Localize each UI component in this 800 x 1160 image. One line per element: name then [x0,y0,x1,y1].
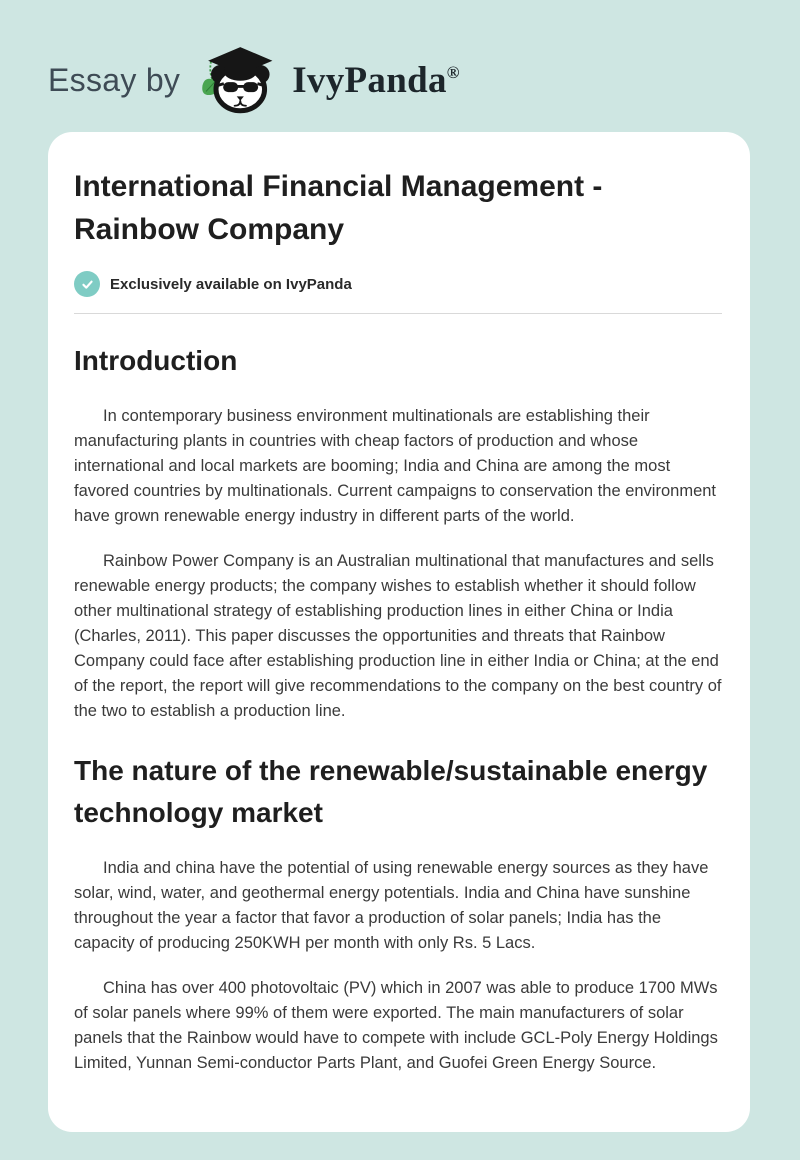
brand-name [292,59,460,102]
essay-by-label: Essay by [48,61,181,98]
check-icon [74,271,100,297]
availability-badge [74,271,722,297]
section-market-nature [74,750,722,1076]
section-heading-market-nature: The nature of the renewable/sustainable energy technology market [74,755,708,828]
registered-mark: ® [446,62,460,82]
section-introduction [74,340,722,724]
paragraph: In contemporary business environment multinationals are establishing their manufacturing plants in countries with cheap factors of production and whose international and local markets are booming; India and China are among the most favored countries by multinationals. Current campaigns to conservation the environment have grown renewable energy industry in different parts of the world. [74,407,717,525]
divider [74,313,722,314]
paragraph: China has over 400 photovoltaic (PV) which in 2007 was able to produce 1700 MWs of solar panels where 99% of them were exported. The main manufacturers of solar panels that the Rainbow would have to compete with include GCL-Poly Energy Holdings Limited, Yunnan Semi-conductor Parts Plant, and Guofei Green Energy Source. [74,979,718,1072]
paragraph: Rainbow Power Company is an Australian multinational that manufactures and sells renewable energy products; the company wishes to establish whether it should follow other multinational strategy of establishing production lines in either China or India (Charles, 2011). This paper discusses the opportunities and threats that Rainbow Company could face after establishing production line in either India or China; at the end of the report, the report will give recommendations to the company on the best country of the two to establish a production line. [74,552,722,720]
brand-text: IvyPanda [292,59,447,101]
section-heading-introduction: Introduction [74,345,238,376]
essay-card [48,132,750,1132]
ivypanda-panda-logo-icon [196,44,276,116]
availability-label: Exclusively available on IvyPanda [110,275,352,293]
essay-title: International Financial Management - Rainbow Company [74,170,603,246]
paragraph: India and china have the potential of using renewable energy sources as they have solar, wind, water, and geothermal energy potentials. India and China have sunshine throughout the year a factor that favor a production of solar panels; India has the capacity of producing 250KWH per month with only Rs. 5 Lacs. [74,859,709,952]
site-header [0,0,800,120]
